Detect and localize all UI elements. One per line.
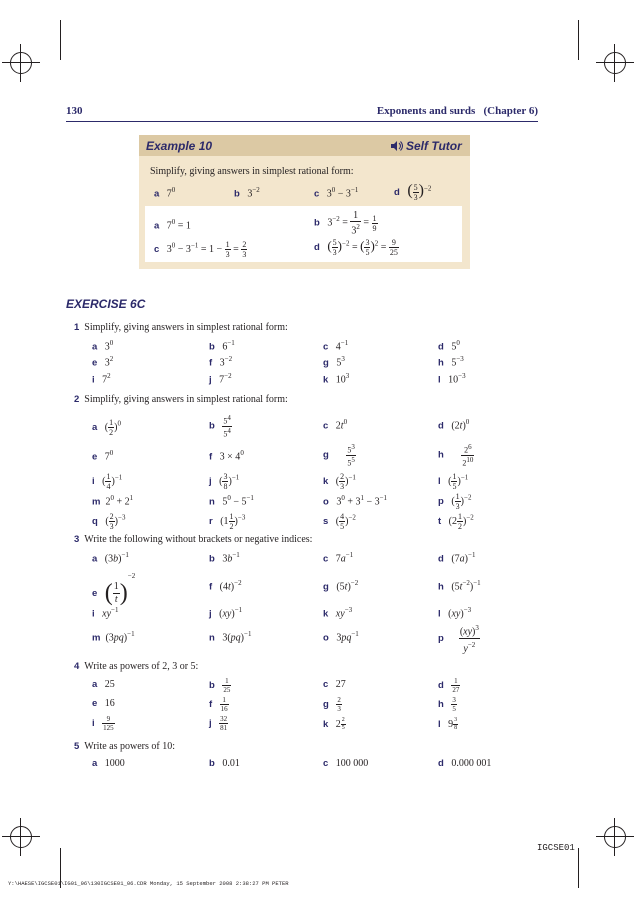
page-number: 130: [66, 105, 83, 117]
q3-j: j (xy)$^{-1}$: [209, 606, 243, 620]
q3-d: d $(7a)^{-1}$: [438, 551, 476, 565]
q3-m: m $(3pq)^{-1}$: [92, 630, 135, 644]
q2-k: k ( $\frac{2}{3}$ )$^{-1}$: [323, 472, 356, 491]
question-2: 2 Simplify, giving answers in simplest rational form:: [74, 394, 288, 405]
question-3-text: Write the following without brackets or negative indices:: [84, 534, 313, 545]
q4-a-value: 25: [104, 679, 115, 690]
q3-e: e ( $\frac{1}{t}$ )$^{-2}$: [92, 572, 136, 607]
registration-mark-top-right: [604, 52, 626, 74]
q5-b-value: 0.01: [222, 758, 240, 769]
chapter-title: Exponents and surds: [376, 105, 476, 117]
q1-f: f $3^{-2}$: [209, 355, 233, 369]
q4-g: g $\frac{2}{3}$: [323, 696, 341, 713]
question-1: 1 Simplify, giving answers in simplest rational form:: [74, 322, 288, 333]
header-rule: [66, 121, 538, 122]
example-prompt: Simplify, giving answers in simplest rational form:: [150, 166, 354, 177]
q4-i: i $\frac{9}{125}$: [92, 715, 114, 732]
q4-c: c 27: [323, 679, 346, 690]
q3-n: n 3(pq)$^{-1}$: [209, 630, 252, 644]
question-1-text: Simplify, giving answers in simplest rational form:: [84, 322, 288, 333]
registration-mark-bottom-right: [604, 826, 626, 848]
q4-h: h $\frac{3}{5}$: [438, 696, 456, 713]
q1-a: a $3^0$: [92, 339, 114, 353]
q1-c: c $4^{-1}$: [323, 339, 349, 353]
q1-g: g $5^3$: [323, 355, 345, 369]
q2-j: j ( $\frac{3}{8}$ )$^{-1}$: [209, 472, 240, 491]
q3-p: p $\frac{(xy)^3}{y^{-2}}$: [438, 624, 479, 655]
q2-d: d $(2t)^0$: [438, 418, 470, 432]
question-5-text: Write as powers of 10:: [84, 741, 175, 752]
question-3: 3 Write the following without brackets or negative indices:: [74, 534, 313, 545]
q3-h: h $(5t^{-2})^{-1}$: [438, 579, 481, 593]
q2-b: b $\frac{5^4}{5^4}$: [209, 414, 231, 439]
q4-d: d $\frac{1}{27}$: [438, 677, 460, 694]
q5-a: a 1000: [92, 758, 125, 769]
q2-g: g $\frac{5^3}{5^5}$: [323, 443, 355, 468]
q2-m: m $2^0 + 2^1$: [92, 494, 134, 508]
question-5: 5 Write as powers of 10:: [74, 741, 175, 752]
q5-b: b 0.01: [209, 758, 240, 769]
q4-e: e 16: [92, 698, 115, 709]
q4-b: b $\frac{1}{25}$: [209, 677, 231, 694]
q4-j: j $\frac{32}{81}$: [209, 715, 228, 732]
q3-l: l (xy)$^{-3}$: [438, 606, 472, 620]
q3-g: g $(5t)^{-2}$: [323, 579, 359, 593]
example-part-c: c $3^0 - 3^{-1}$: [314, 186, 359, 200]
q2-s: s ( $\frac{4}{5}$ )$^{-2}$: [323, 512, 356, 531]
q2-e: e $7^0$: [92, 449, 114, 463]
q2-h: h $\frac{2^6}{2^{10}}$: [438, 443, 474, 468]
q2-c: c $2t^0$: [323, 418, 348, 432]
q5-d-value: 0.000 001: [451, 758, 492, 769]
q2-n: n $5^0 - 5^{-1}$: [209, 494, 254, 508]
q1-d: d $5^0$: [438, 339, 460, 353]
q2-a: a ( $\frac{1}{2}$ )$^0$: [92, 418, 121, 437]
question-4-text: Write as powers of 2, 3 or 5:: [84, 661, 199, 672]
running-header: [377, 105, 538, 117]
example-part-b: b $3^{-2}$: [234, 186, 260, 200]
q1-h: h $5^{-3}$: [438, 355, 464, 369]
q2-t: t (2 $\frac{1}{2}$ )$^{-2}$: [438, 512, 474, 531]
self-tutor-label[interactable]: Self Tutor: [406, 139, 462, 153]
trim-mark: [60, 20, 61, 60]
q2-r: r (1 $\frac{1}{2}$ )$^{-3}$: [209, 512, 246, 531]
trim-mark: [578, 848, 579, 888]
q3-k: k $xy^{-3}$: [323, 606, 353, 620]
solution-d: d ( $\frac{5}{3}$ )$^{-2}$ = ( $\frac{3}{5}$ )$^2$ = $\frac{9}{25}$: [314, 238, 398, 258]
q3-f: f $(4t)^{-2}$: [209, 579, 242, 593]
example-title: Example 10: [146, 139, 213, 153]
q2-q: q ( $\frac{2}{3}$ )$^{-3}$: [92, 512, 126, 531]
solution-b: b $3^{-2}$ = $\frac{1}{3^2}$ = $\frac{1}{9}$: [314, 210, 377, 237]
registration-mark-top-left: [10, 52, 32, 74]
q2-l: l ( $\frac{1}{5}$ )$^{-1}$: [438, 472, 469, 491]
q3-i: i $xy^{-1}$: [92, 606, 119, 620]
q3-a: a $(3b)^{-1}$: [92, 551, 129, 565]
question-2-text: Simplify, giving answers in simplest rational form:: [84, 394, 288, 405]
q4-e-value: 16: [104, 698, 115, 709]
q3-b: b $3b^{-1}$: [209, 551, 240, 565]
q2-o: o $3^0 + 3^1 - 3^{-1}$: [323, 494, 388, 508]
q5-d: d 0.000 001: [438, 758, 492, 769]
q2-i: i ( $\frac{1}{4}$ )$^{-1}$: [92, 472, 123, 491]
q5-c: c 100 000: [323, 758, 369, 769]
file-path: Y:\HAESE\IGCSE01\IG01_06\130IGCSE01_06.CDR Monday, 15 September 2008 2:38:27 PM PETER: [8, 880, 289, 887]
q2-p: p ( $\frac{1}{3}$ )$^{-2}$: [438, 492, 472, 511]
q1-i: i $7^2$: [92, 372, 111, 386]
solution-c: c $3^0 - 3^{-1} = 1$ − $\frac{1}{3}$ = $\frac{2}{3}$: [154, 240, 247, 259]
q4-a: a 25: [92, 679, 115, 690]
question-4: 4 Write as powers of 2, 3 or 5:: [74, 661, 199, 672]
footer-code: IGCSE01: [537, 843, 575, 853]
q3-o: o $3pq^{-1}$: [323, 630, 359, 644]
q4-c-value: 27: [335, 679, 346, 690]
registration-mark-bottom-left: [10, 826, 32, 848]
solution-a: a $7^0 = 1$: [154, 218, 191, 232]
exercise-title: EXERCISE 6C: [66, 297, 146, 311]
example-part-d: d ( $\frac{5}{3}$ )$^{-2}$: [394, 182, 432, 203]
example-part-a: a $7^0$: [154, 186, 176, 200]
q4-f: f $\frac{1}{16}$: [209, 696, 228, 713]
speaker-icon[interactable]: [391, 141, 404, 151]
q5-c-value: 100 000: [335, 758, 369, 769]
q4-k: k 2 $\frac{2}{5}$: [323, 717, 345, 731]
q1-e: e $3^2$: [92, 355, 114, 369]
q4-l: l 9 $\frac{3}{8}$: [438, 717, 458, 731]
q5-a-value: 1000: [104, 758, 125, 769]
q1-l: l $10^{-3}$: [438, 372, 466, 386]
trim-mark: [578, 20, 579, 60]
q1-k: k $10^3$: [323, 372, 350, 386]
q1-j: j $7^{-2}$: [209, 372, 232, 386]
q1-b: b $6^{-1}$: [209, 339, 235, 353]
q3-c: c $7a^{-1}$: [323, 551, 354, 565]
chapter-number: (Chapter 6): [483, 105, 538, 117]
q2-f: f $3 \times 4^0$: [209, 449, 244, 463]
